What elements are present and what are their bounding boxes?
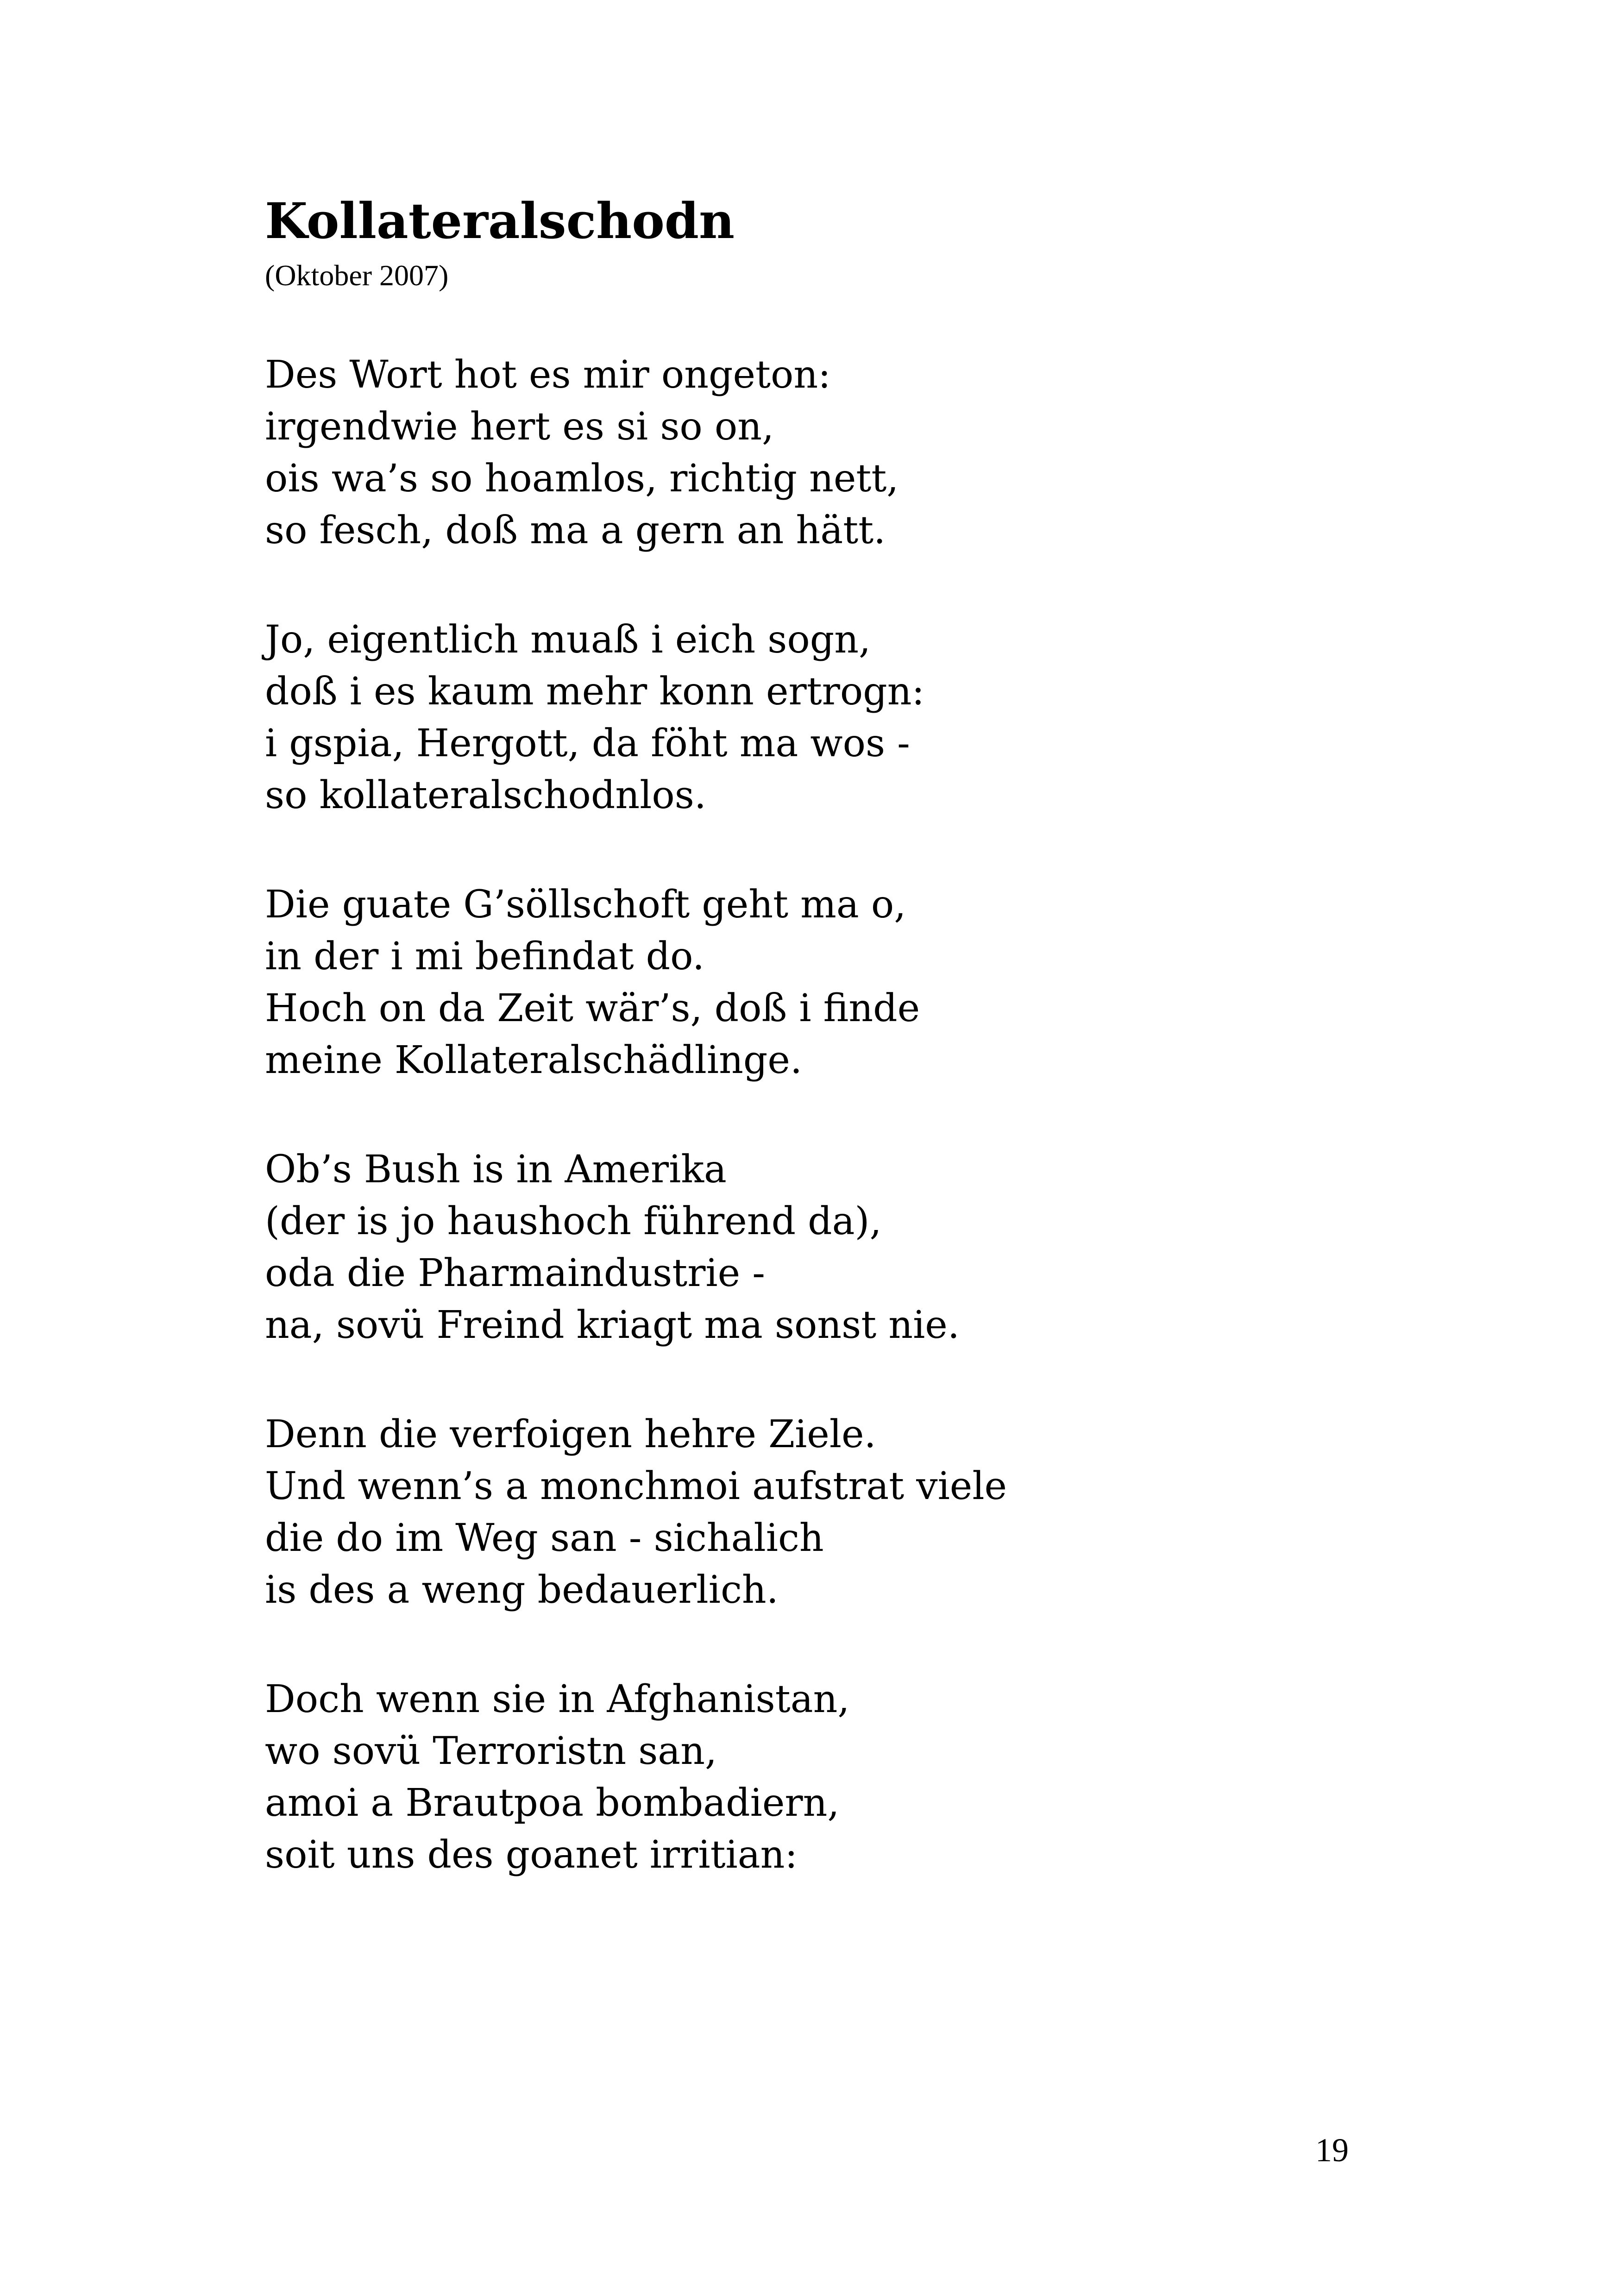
poem-line: ois wa’s so hoamlos, richtig nett, (265, 457, 899, 501)
poem-line: soit uns des goanet irritian: (265, 1833, 798, 1877)
poem-line: Jo, eigentlich muaß i eich sogn, (265, 618, 871, 662)
poem-line: Denn die verfoigen hehre Ziele. (265, 1412, 876, 1456)
poem-date: (Oktober 2007) (265, 259, 449, 292)
poem-line: na, sovü Freind kriagt ma sonst nie. (265, 1303, 960, 1347)
poem-line: (der is jo haushoch führend da), (265, 1199, 882, 1243)
poem-line: oda die Pharmaindustrie - (265, 1251, 765, 1295)
poem-line: is des a weng bedauerlich. (265, 1568, 779, 1612)
poem-line: in der i mi befindat do. (265, 935, 705, 979)
poem-line: i gspia, Hergott, da föht ma wos - (265, 721, 910, 765)
poem-line: Ob’s Bush is in Amerika (265, 1148, 727, 1192)
poem-line: die do im Weg san - sichalich (265, 1516, 824, 1560)
poem-line: so fesch, doß ma a gern an hätt. (265, 508, 886, 552)
poem-line: Des Wort hot es mir ongeton: (265, 353, 831, 397)
poem-line: meine Kollateralschädlinge. (265, 1038, 803, 1082)
poem-line: amoi a Brautpoa bombadiern, (265, 1781, 840, 1825)
poem-line: Hoch on da Zeit wär’s, doß i finde (265, 986, 920, 1030)
poem-line: doß i es kaum mehr konn ertrogn: (265, 670, 925, 714)
poem-line: Und wenn’s a monchmoi aufstrat viele (265, 1464, 1007, 1508)
poem-line: so kollateralschodnlos. (265, 773, 706, 817)
page-number: 19 (1315, 2132, 1349, 2169)
poem-line: irgendwie hert es si so on, (265, 405, 774, 449)
poem-title: Kollateralschodn (265, 192, 735, 250)
poem-line: Doch wenn sie in Afghanistan, (265, 1677, 850, 1721)
poem-line: Die guate G’söllschoft geht ma o, (265, 883, 906, 927)
poem-line: wo sovü Terroristn san, (265, 1729, 717, 1773)
